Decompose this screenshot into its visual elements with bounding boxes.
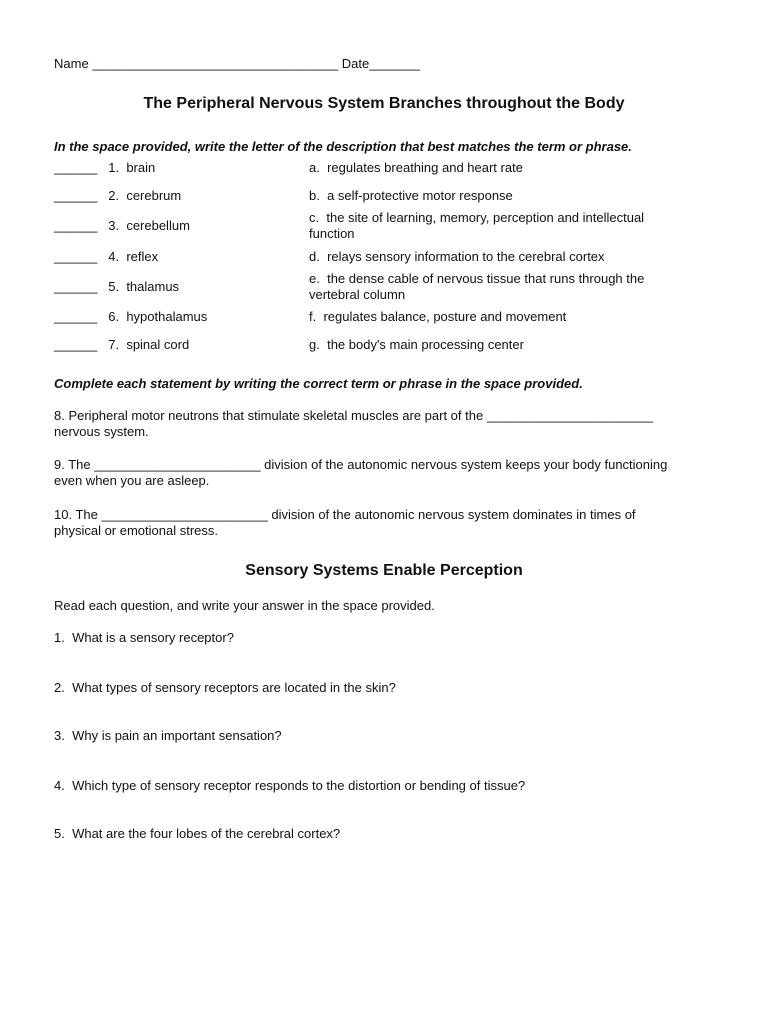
question-row bbox=[54, 778, 525, 794]
section3-instructions: Read each question, and write your answer in the space provided. bbox=[54, 598, 435, 613]
description-letter: c. bbox=[309, 210, 320, 225]
description-row bbox=[309, 309, 566, 325]
term-row bbox=[54, 160, 155, 176]
fill-in-line[interactable]: 10. The _______________________ division of the autonomic nervous system dominates in times of bbox=[54, 507, 636, 522]
question-text: What is a sensory receptor? bbox=[72, 630, 234, 645]
description-row bbox=[309, 271, 644, 303]
term-text: spinal cord bbox=[126, 337, 190, 352]
fill-in-item bbox=[54, 507, 636, 539]
answer-blank[interactable]: ______ bbox=[54, 218, 98, 233]
answer-blank[interactable]: ______ bbox=[54, 337, 98, 352]
description-letter: b. bbox=[309, 188, 320, 203]
question-number: 4. bbox=[54, 778, 65, 793]
question-number: 2. bbox=[54, 680, 65, 695]
question-row bbox=[54, 630, 234, 646]
description-letter: g. bbox=[309, 337, 320, 352]
question-text: What are the four lobes of the cerebral cortex? bbox=[72, 826, 341, 841]
question-number: 5. bbox=[54, 826, 65, 841]
description-text: relays sensory information to the cerebral cortex bbox=[327, 249, 605, 264]
term-text: reflex bbox=[126, 249, 159, 264]
term-number: 4. bbox=[108, 249, 120, 264]
answer-blank[interactable]: ______ bbox=[54, 309, 98, 324]
answer-blank[interactable]: ______ bbox=[54, 279, 98, 294]
description-text-continued: vertebral column bbox=[309, 287, 406, 302]
answer-blank[interactable]: ______ bbox=[54, 249, 98, 264]
name-date-line bbox=[54, 56, 420, 72]
term-row bbox=[54, 309, 207, 325]
question-text: Which type of sensory receptor responds to the distortion or bending of tissue? bbox=[72, 778, 526, 793]
description-text: regulates balance, posture and movement bbox=[323, 309, 567, 324]
description-row bbox=[309, 210, 644, 242]
description-row bbox=[309, 160, 523, 176]
date-blank[interactable]: _______ bbox=[369, 56, 420, 71]
description-text: the dense cable of nervous tissue that runs through the bbox=[327, 271, 645, 286]
term-row bbox=[54, 218, 190, 234]
term-text: cerebellum bbox=[126, 218, 190, 233]
description-row bbox=[309, 188, 513, 204]
description-text: the body's main processing center bbox=[327, 337, 524, 352]
fill-in-line[interactable]: 9. The _______________________ division of the autonomic nervous system keeps your body functioning bbox=[54, 457, 668, 472]
description-text: the site of learning, memory, perception and intellectual bbox=[326, 210, 645, 225]
description-row bbox=[309, 249, 605, 265]
term-row bbox=[54, 188, 181, 204]
fill-in-line[interactable]: 8. Peripheral motor neutrons that stimulate skeletal muscles are part of the _______________________ bbox=[54, 408, 654, 423]
term-number: 7. bbox=[108, 337, 120, 352]
term-number: 2. bbox=[108, 188, 120, 203]
fill-in-item bbox=[54, 457, 667, 489]
date-label: Date bbox=[341, 56, 370, 71]
question-text: Why is pain an important sensation? bbox=[72, 728, 282, 743]
term-number: 6. bbox=[108, 309, 120, 324]
section3-title: Sensory Systems Enable Perception bbox=[245, 562, 523, 579]
question-row bbox=[54, 826, 340, 842]
name-blank[interactable]: __________________________________ bbox=[92, 56, 339, 71]
description-text: a self-protective motor response bbox=[327, 188, 513, 203]
answer-blank[interactable]: ______ bbox=[54, 160, 98, 175]
description-letter: f. bbox=[309, 309, 317, 324]
question-row bbox=[54, 728, 282, 744]
term-number: 1. bbox=[108, 160, 120, 175]
description-row bbox=[309, 337, 524, 353]
name-label: Name bbox=[54, 56, 89, 71]
description-text: regulates breathing and heart rate bbox=[327, 160, 523, 175]
section1-instructions: In the space provided, write the letter of the description that best matches the term or phrase. bbox=[54, 139, 632, 154]
question-number: 1. bbox=[54, 630, 65, 645]
fill-in-line-continued: nervous system. bbox=[54, 424, 149, 439]
fill-in-item bbox=[54, 408, 653, 440]
term-text: hypothalamus bbox=[126, 309, 208, 324]
question-text: What types of sensory receptors are located in the skin? bbox=[72, 680, 396, 695]
answer-blank[interactable]: ______ bbox=[54, 188, 98, 203]
description-letter: e. bbox=[309, 271, 320, 286]
term-row bbox=[54, 249, 158, 265]
term-text: cerebrum bbox=[126, 188, 182, 203]
term-row bbox=[54, 337, 189, 353]
term-text: thalamus bbox=[126, 279, 180, 294]
question-number: 3. bbox=[54, 728, 65, 743]
term-number: 5. bbox=[108, 279, 120, 294]
section1-title: The Peripheral Nervous System Branches throughout the Body bbox=[143, 95, 625, 112]
question-row bbox=[54, 680, 396, 696]
description-letter: d. bbox=[309, 249, 320, 264]
term-number: 3. bbox=[108, 218, 120, 233]
fill-in-line-continued: physical or emotional stress. bbox=[54, 523, 219, 538]
term-text: brain bbox=[126, 160, 156, 175]
fill-in-line-continued: even when you are asleep. bbox=[54, 473, 210, 488]
description-text-continued: function bbox=[309, 226, 355, 241]
description-letter: a. bbox=[309, 160, 320, 175]
section2-instructions: Complete each statement by writing the correct term or phrase in the space provided. bbox=[54, 376, 583, 391]
term-row bbox=[54, 279, 179, 295]
